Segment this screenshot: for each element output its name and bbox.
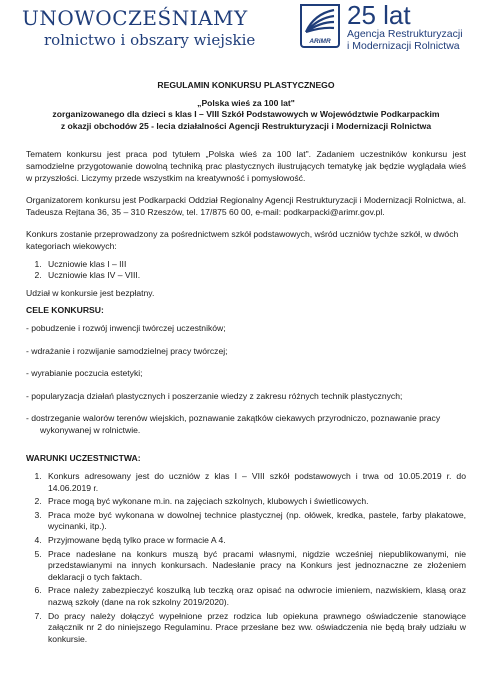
list-item: - popularyzacja działań plastycznych i poszerzanie wiedzy z zakresu różnych technik plastycznych; — [26, 390, 403, 401]
list-item: 5. Prace nadesłane na konkurs muszą być pracami własnymi, nigdzie wcześniej niepublikowanymi, nie przedstawianymi na innych konkursach. Nadesłanie pracy na Konkurs jest jednoznaczne ze złożeniem deklaracji o tych faktach. — [44, 549, 466, 584]
list-item: 1. Uczniowie klas I – III — [44, 259, 466, 271]
subtitle-line-2: zorganizowanego dla dzieci s klas I – VIII Szkół Podstawowych w Województwie Podkarpackim — [52, 109, 440, 120]
conditions-heading: WARUNKI UCZESTNICTWA: — [26, 453, 141, 464]
arimr-logo — [300, 4, 340, 48]
slogan-line-1: UNOWOCZEŚNIAMY — [22, 6, 248, 30]
theme-paragraph: Tematem konkursu jest praca pod tytułem „Polska wieś za 100 lat". Zadaniem uczestników konkursu jest samodzielne przygotowanie dowolną techniką prac plastycznych ilustrujących tematykę jak będzie wyglądała wieś w przyszłości. Liczymy przede wszystkim na kreatywność i pomysłowość. — [26, 149, 466, 183]
age-category-list — [26, 259, 466, 282]
list-item: 3. Praca może być wykonana w dowolnej technice plastycznej (np. ołówek, kredka, pastele, farby plakatowe, wycinanki, itp.). — [44, 510, 466, 533]
list-item: - wdrażanie i rozwijanie samodzielnej pracy twórczej; — [26, 345, 228, 356]
conduct-paragraph: Konkurs zostanie przeprowadzony za pośrednictwem szkół podstawowych, wśród uczniów tychże szkół, w dwóch kategoriach wiekowych: — [26, 229, 459, 251]
list-item: - dostrzeganie walorów terenów wiejskich, poznawanie zakątków ciekawych przyrodniczo, poznawanie pracy wykonywanej w rolnictwie. — [26, 413, 441, 435]
agency-line-2: i Modernizacji Rolnictwa — [347, 40, 460, 52]
list-item: 7. Do pracy należy dołączyć wypełnione przez rodzica lub opiekuna prawnego oświadczenie stanowiące załącznik nr 2 do niniejszego Regulaminu. Prace przesłane bez ww. oświadczenia nie będą brały udziału w konkursie. — [44, 611, 466, 646]
list-item: 4. Przyjmowane będą tylko prace w formacie A 4. — [44, 535, 466, 547]
slogan — [22, 6, 302, 50]
anniversary-years: 25 lat — [347, 0, 411, 30]
list-item: 2. Prace mogą być wykonane m.in. na zajęciach szkolnych, klubowych i świetlicowych. — [44, 496, 466, 508]
list-item: 2. Uczniowie klas IV – VIII. — [44, 270, 466, 282]
logo-text: ARiMR — [309, 38, 331, 45]
slogan-line-2: rolnictwo i obszary wiejskie — [44, 31, 256, 49]
document-body — [26, 80, 466, 647]
goals-heading: CELE KONKURSU: — [26, 305, 104, 316]
list-item: - pobudzenie i rozwój inwencji twórczej uczestników; — [26, 322, 226, 333]
organizer-paragraph: Organizatorem konkursu jest Podkarpacki Oddział Regionalny Agencji Restrukturyzacji i Modernizacji Rolnictwa, al. Tadeusza Rejtana 36, 35 – 310 Rzeszów, tel. 17/875 60 00, e-mail: podkarpacki@arimr.gov.pl. — [26, 195, 466, 217]
document-subtitle — [26, 98, 466, 133]
list-item: 1. Konkurs adresowany jest do uczniów z klas I – VIII szkół podstawowych i trwa od 10.05.2019 r. do 14.06.2019 r. — [44, 471, 466, 494]
conditions-list — [26, 471, 466, 645]
subtitle-line-1: „Polska wieś za 100 lat" — [197, 97, 295, 108]
agency-name — [347, 28, 487, 52]
free-participation-text: Udział w konkursie jest bezpłatny. — [26, 287, 155, 298]
subtitle-line-3: z okazji obchodów 25 - lecia działalności Agencji Restrukturyzacji i Modernizacji Rolnictwa — [60, 120, 432, 131]
document-header — [0, 0, 489, 66]
list-item: - wyrabianie poczucia estetyki; — [26, 368, 143, 379]
field-furrows-icon — [304, 8, 336, 34]
document-title: REGULAMIN KONKURSU PLASTYCZNEGO — [157, 80, 335, 90]
agency-line-1: Agencja Restrukturyzacji — [347, 28, 463, 40]
list-item: 6. Prace należy zabezpieczyć koszulką lub teczką oraz opisać na odwrocie imieniem, nazwiskiem, klasą oraz nazwą szkoły (dane na rok szkolny 2019/2020). — [44, 585, 466, 608]
